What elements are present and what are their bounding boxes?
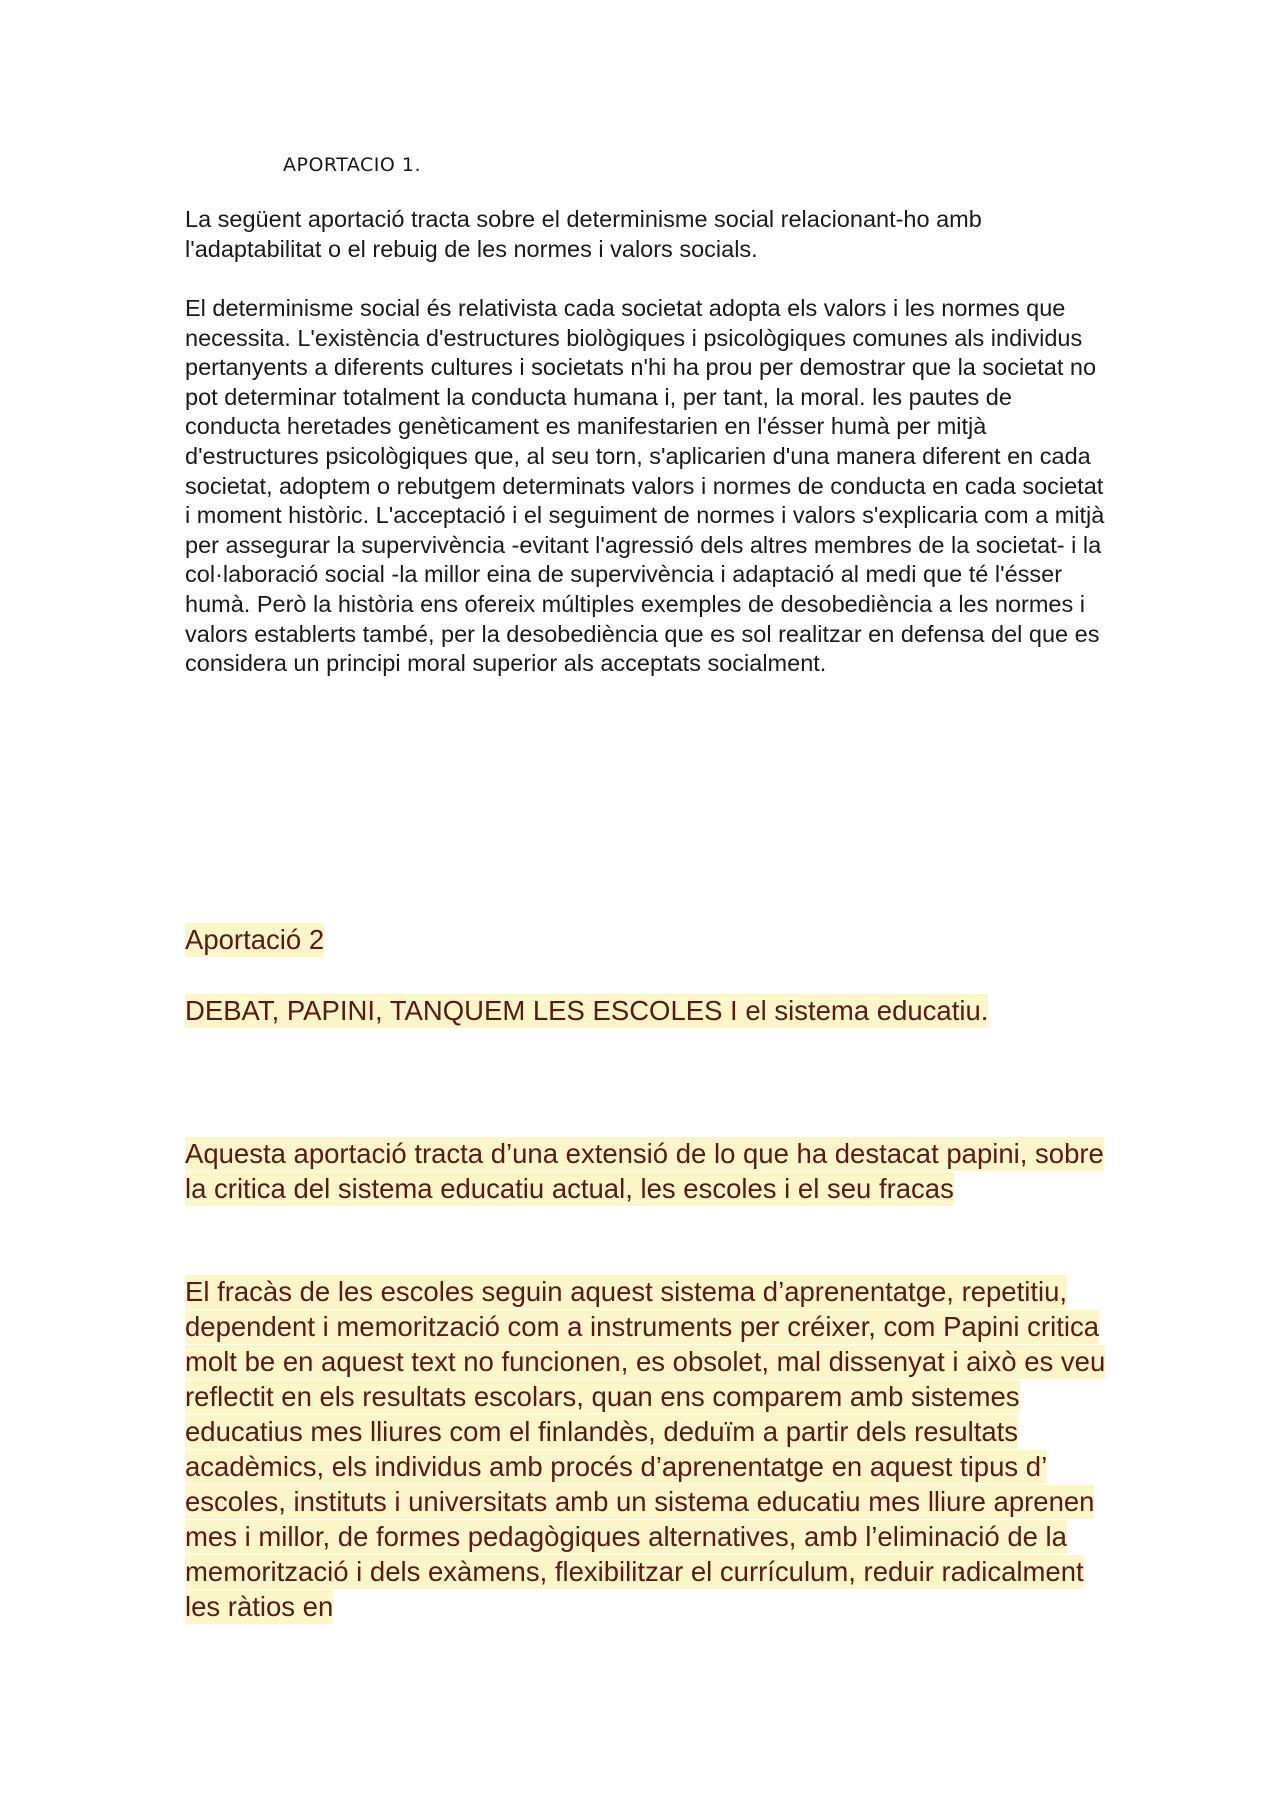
section2-heading-block bbox=[185, 922, 1125, 957]
section1-body-paragraph: El determinisme social és relativista cada societat adopta els valors i les normes que necessita. L'existència d'estructures biològiques i psicològiques comunes als individus pertanyents a diferents cultures i societats n'hi ha prou per demostrar que la societat no pot determinar totalment la conducta humana i, per tant, la moral. les pautes de conducta heretades genèticament es manifestarien en l'ésser humà per mitjà d'estructures psicològiques que, al seu torn, s'aplicarien d'una manera diferent en cada societat, adoptem o rebutgem determinats valors i normes de conducta en cada societat i moment històric. L'acceptació i el seguiment de normes i valors s'explicaria com a mitjà per assegurar la supervivència -evitant l'agressió dels altres membres de la societat- i la col·laboració social -la millor eina de supervivència i adaptació al medi que té l'ésser humà. Però la història ens ofereix múltiples exemples de desobediència a les normes i valors establerts també, per la desobediència que es sol realitzar en defensa del que es considera un principi moral superior als acceptats socialment. bbox=[185, 295, 1105, 677]
section2-intro-block bbox=[185, 1136, 1125, 1206]
section2-heading: Aportació 2 bbox=[185, 924, 325, 955]
section1-intro-paragraph: La següent aportació tracta sobre el determinisme social relacionant-ho amb l'adaptabilitat o el rebuig de les normes i valors socials. bbox=[185, 206, 982, 262]
section2-body-paragraph: El fracàs de les escoles seguin aquest sistema d’aprenentatge, repetitiu, dependent i memorització com a instruments per créixer, com Papini critica molt be en aquest text no funcionen, es obsolet, mal dissenyat i això es veu reflectit en els resultats escolars, quan ens comparem amb sistemes educatius mes lliures com el finlandès, deduïm a partir dels resultats acadèmics, els individus amb procés d’aprenentatge en aquest tipus d’ escoles, instituts i universitats amb un sistema educatiu mes lliure aprenen mes i millor, de formes pedagògiques alternatives, amb l’eliminació de la memorització i dels exàmens, flexibilitzar el currículum, reduir radicalment les ràtios en bbox=[185, 1276, 1106, 1622]
section2-subheading: DEBAT, PAPINI, TANQUEM LES ESCOLES I el sistema educatiu. bbox=[185, 995, 989, 1026]
section2-body-block bbox=[185, 1274, 1125, 1624]
section2-intro-paragraph: Aquesta aportació tracta d’una extensió de lo que ha destacat papini, sobre la critica del sistema educatiu actual, les escoles i el seu fracas bbox=[185, 1138, 1104, 1204]
section2-subheading-block bbox=[185, 993, 1125, 1028]
section1-heading: APORTACIO 1. bbox=[283, 154, 422, 176]
